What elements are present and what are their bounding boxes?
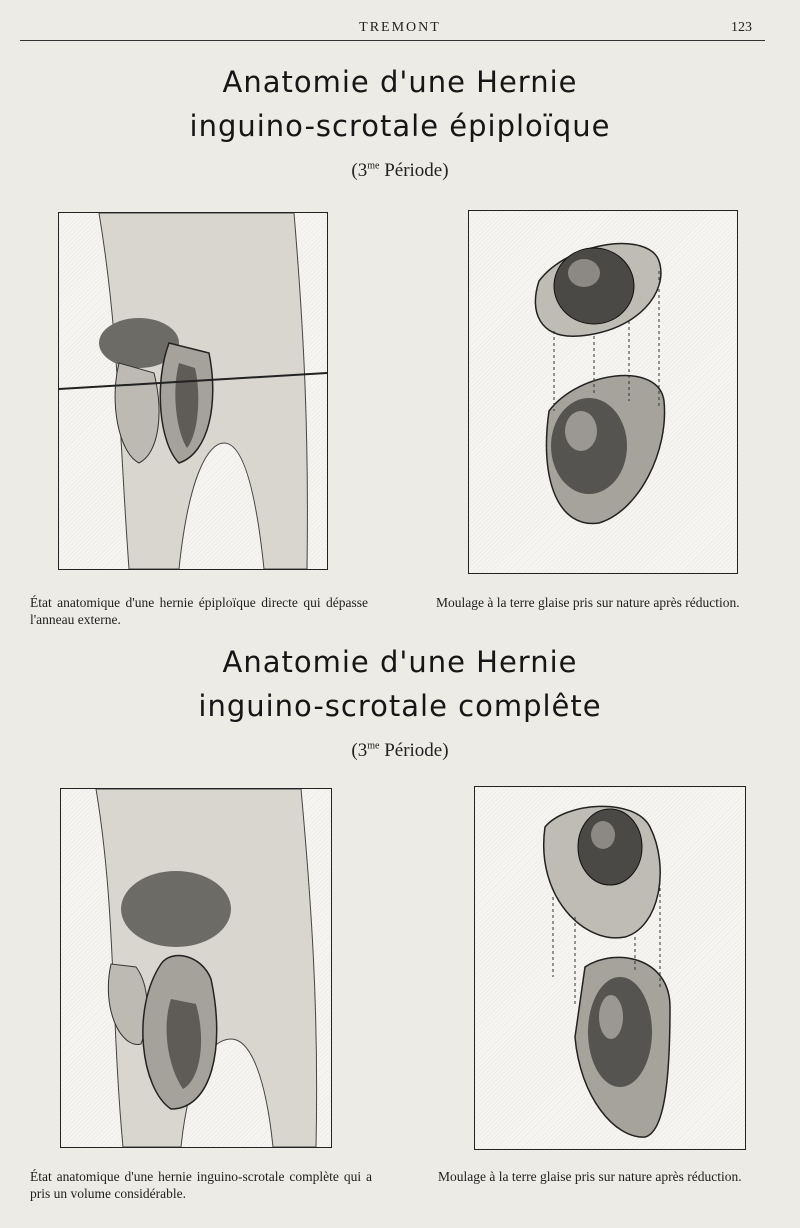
period-text: Période) xyxy=(384,160,449,181)
engraving-1-drawing xyxy=(59,213,327,569)
running-head: TREMONT xyxy=(359,20,441,35)
section1-title-line2: inguino-scrotale épiploïque xyxy=(189,109,611,143)
section2-left-caption: État anatomique d'une hernie inguino-scrotale complète qui a pris un volume considérable. xyxy=(30,1169,372,1201)
hernia-anatomy-engraving-1 xyxy=(58,212,328,570)
engraving-2-drawing xyxy=(61,789,331,1147)
mould-2-drawing xyxy=(475,787,745,1149)
hernia-anatomy-engraving-2 xyxy=(60,788,332,1148)
header-rule xyxy=(20,40,765,41)
section1-title-line1: Anatomie d'une Hernie xyxy=(222,65,578,99)
page-number: 123 xyxy=(731,20,752,35)
section2-right-caption: Moulage à la terre glaise pris sur nature après réduction. xyxy=(438,1169,742,1184)
clay-mould-engraving-1 xyxy=(468,210,738,574)
section1-left-caption: État anatomique d'une hernie épiploïque directe qui dépasse l'anneau externe. xyxy=(30,595,368,627)
period-sup: me xyxy=(367,740,380,752)
period-sup: me xyxy=(367,160,380,172)
section2-title-line2: inguino-scrotale complête xyxy=(198,689,602,723)
section2-title xyxy=(40,640,760,728)
section2-title-line1: Anatomie d'une Hernie xyxy=(222,645,578,679)
clay-mould-engraving-2 xyxy=(474,786,746,1150)
period-text: Période) xyxy=(384,740,449,761)
section1-title xyxy=(40,60,760,148)
section1-right-caption: Moulage à la terre glaise pris sur nature après réduction. xyxy=(436,595,740,610)
period-open: (3 xyxy=(351,160,368,181)
mould-1-drawing xyxy=(469,211,737,573)
section1-period xyxy=(0,160,800,182)
period-open: (3 xyxy=(351,740,368,761)
section2-period xyxy=(0,740,800,762)
